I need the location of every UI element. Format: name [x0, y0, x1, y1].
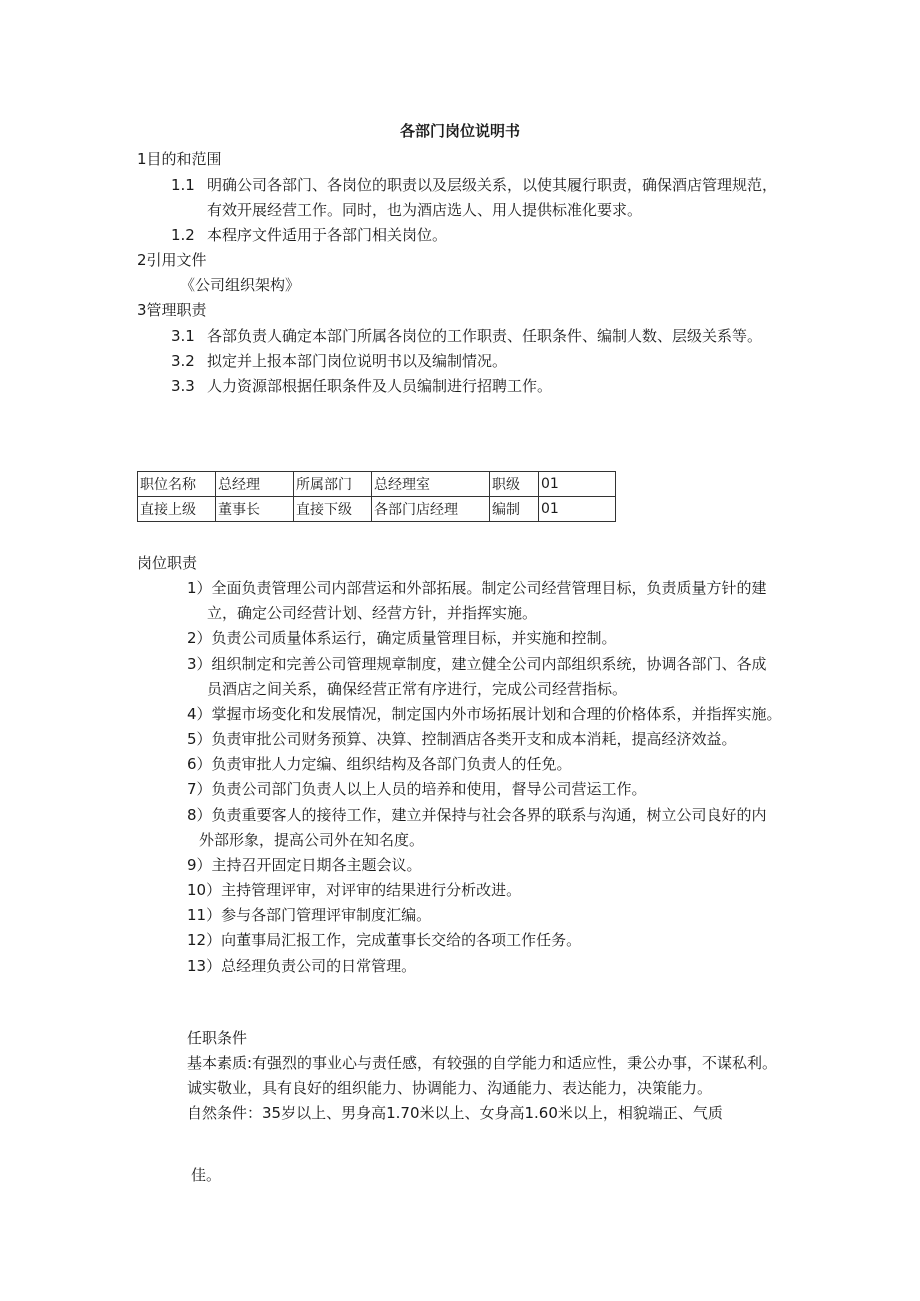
table-cell: 董事长 [216, 497, 294, 522]
duty-item: 9）主持召开固定日期各主题会议。 [187, 856, 422, 874]
item-1-2 [171, 225, 447, 245]
section-3-heading: 3管理职责 [137, 301, 207, 319]
table-row [138, 497, 616, 522]
item-text: 拟定并上报本部门岗位说明书以及编制情况。 [207, 352, 508, 370]
item-3-2 [171, 351, 507, 371]
item-number: 3.1 [171, 327, 195, 345]
table-row [138, 472, 616, 497]
qualification-line: 佳。 [191, 1166, 222, 1184]
position-info-table [137, 471, 616, 522]
duties-heading: 岗位职责 [137, 554, 198, 572]
item-1-1-continuation: 有效开展经营工作。同时，也为酒店选人、用人提供标准化要求。 [207, 201, 643, 219]
qualification-line: 诚实敬业，具有良好的组织能力、协调能力、沟通能力、表达能力，决策能力。 [187, 1079, 713, 1097]
table-cell: 总经理室 [372, 472, 490, 497]
table-cell: 直接上级 [138, 497, 216, 522]
item-3-3 [171, 376, 552, 396]
duty-item: 13）总经理负责公司的日常管理。 [187, 957, 417, 975]
table-cell: 职位名称 [138, 472, 216, 497]
duty-item: 11）参与各部门管理评审制度汇编。 [187, 906, 432, 924]
referenced-document: 《公司组织架构》 [180, 276, 301, 294]
duty-item: 8）负责重要客人的接待工作，建立并保持与社会各界的联系与沟通，树立公司良好的内 [187, 806, 767, 824]
duty-item: 3）组织制定和完善公司管理规章制度，建立健全公司内部组织系统，协调各部门、各成 [187, 655, 767, 673]
duty-item: 12）向董事局汇报工作，完成董事长交给的各项工作任务。 [187, 931, 582, 949]
document-title: 各部门岗位说明书 [400, 122, 521, 140]
duty-item: 1）全面负责管理公司内部营运和外部拓展。制定公司经营管理目标，负责质量方针的建 [187, 579, 767, 597]
qualification-line: 自然条件：35岁以上、男身高1.70米以上、女身高1.60米以上，相貌端正、气质 [187, 1104, 723, 1122]
item-3-1 [171, 326, 762, 346]
table-cell: 职级 [490, 472, 539, 497]
duty-item-continuation: 外部形象，提高公司外在知名度。 [199, 831, 425, 849]
item-text: 人力资源部根据任职条件及人员编制进行招聘工作。 [207, 377, 553, 395]
qualifications-heading: 任职条件 [187, 1029, 248, 1047]
duty-item: 5）负责审批公司财务预算、决算、控制酒店各类开支和成本消耗，提高经济效益。 [187, 730, 737, 748]
duty-item: 4）掌握市场变化和发展情况，制定国内外市场拓展计划和合理的价格体系，并指挥实施。 [187, 705, 782, 723]
item-number: 3.2 [171, 352, 195, 370]
duty-item: 2）负责公司质量体系运行，确定质量管理目标，并实施和控制。 [187, 629, 617, 647]
table-cell: 直接下级 [294, 497, 372, 522]
section-2-heading: 2引用文件 [137, 251, 207, 269]
table-cell: 编制 [490, 497, 539, 522]
duty-item: 6）负责审批人力定编、组织结构及各部门负责人的任免。 [187, 755, 572, 773]
table-cell: 总经理 [216, 472, 294, 497]
table-cell: 各部门店经理 [372, 497, 490, 522]
table-cell: 所属部门 [294, 472, 372, 497]
section-1-heading: 1目的和范围 [137, 150, 222, 168]
duty-item-continuation: 员酒店之间关系，确保经营正常有序进行，完成公司经营指标。 [207, 680, 628, 698]
table-cell: 01 [539, 497, 616, 522]
table-cell: 01 [539, 472, 616, 497]
qualification-line: 基本素质:有强烈的事业心与责任感，有较强的自学能力和适应性，秉公办事，不谋私利。 [187, 1054, 778, 1072]
item-text: 各部负责人确定本部门所属各岗位的工作职责、任职条件、编制人数、层级关系等。 [207, 327, 763, 345]
duty-item-continuation: 立，确定公司经营计划、经营方针，并指挥实施。 [207, 604, 538, 622]
item-text-line: 明确公司各部门、各岗位的职责以及层级关系，以使其履行职责，确保酒店管理规范， [207, 176, 778, 194]
item-number: 1.1 [171, 176, 195, 194]
duty-item: 10）主持管理评审，对评审的结果进行分析改进。 [187, 881, 522, 899]
item-number: 1.2 [171, 226, 195, 244]
item-text-line: 本程序文件适用于各部门相关岗位。 [207, 226, 448, 244]
duty-item: 7）负责公司部门负责人以上人员的培养和使用，督导公司营运工作。 [187, 780, 647, 798]
item-number: 3.3 [171, 377, 195, 395]
item-1-1 [171, 175, 777, 195]
